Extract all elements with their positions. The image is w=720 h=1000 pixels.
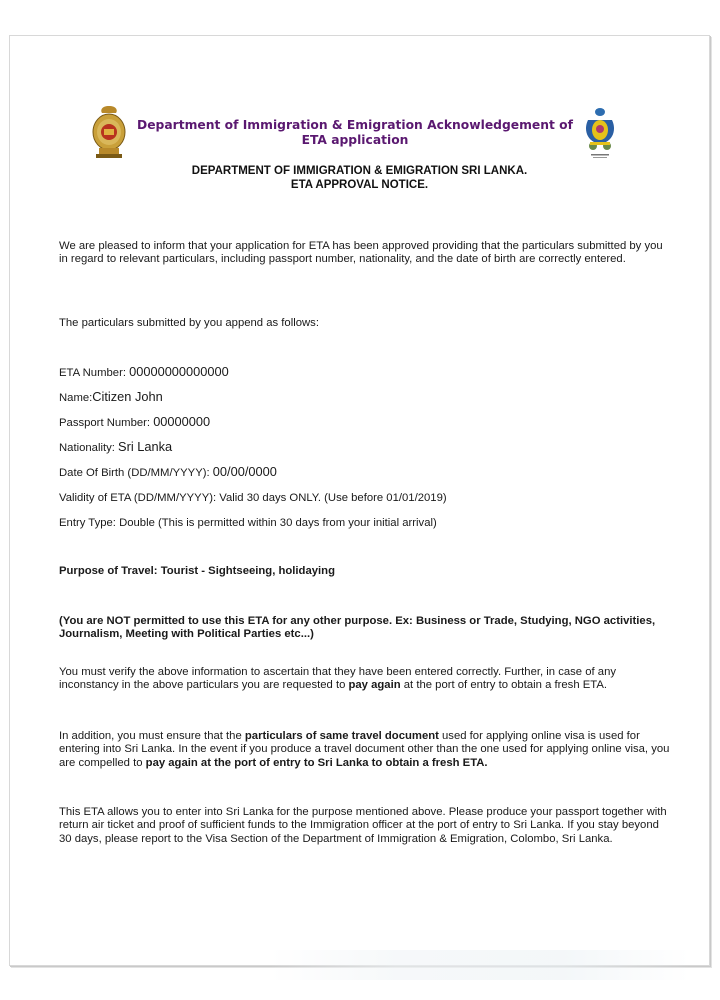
- immigration-department-emblem-icon: [582, 106, 618, 160]
- notice-heading: [10, 164, 709, 192]
- field-eta-number: [59, 365, 229, 380]
- field-value: Valid 30 days ONLY. (Use before 01/01/2019): [219, 492, 447, 504]
- addition-paragraph: [59, 730, 674, 770]
- intro-paragraph: We are pleased to inform that your application for ETA has been approved providing that the particulars submitted by you in regard to relevant particulars, including passport number, nationality, and the date of birth are correctly entered.: [59, 240, 663, 266]
- field-passport-number: [59, 415, 210, 430]
- addition-text-2: used for applying online visa is used for entering into Sri Lanka. In the event if you produce a travel document other than the one used for applying online visa, you are compelled to: [59, 730, 670, 769]
- document-header: [10, 104, 709, 164]
- verify-bold-1: pay again: [348, 679, 401, 692]
- verify-text-2: at the port of entry to obtain a fresh ETA.: [400, 679, 608, 692]
- heading-line-2: ETA APPROVAL NOTICE.: [290, 179, 429, 191]
- field-label: Entry Type:: [59, 517, 120, 529]
- document-title: Department of Immigration & Emigration Acknowledgement of ETA application: [137, 118, 573, 147]
- closing-paragraph: This ETA allows you to enter into Sri Lanka for the purpose mentioned above. Please produce your passport together with return air ticket and proof of sufficient funds to the Immigration officer at the port of entry to Sri Lanka. If you stay beyond 30 days, please report to the Visa Section of the Department of Immigration & Emigration, Colombo, Sri Lanka.: [59, 806, 667, 845]
- purpose-of-travel: Purpose of Travel: Tourist - Sightseeing, holidaying: [59, 565, 335, 577]
- field-entry-type: [59, 516, 437, 530]
- field-label: Passport Number:: [59, 417, 154, 429]
- field-value: 00/00/0000: [212, 464, 277, 479]
- field-label: ETA Number:: [59, 367, 130, 379]
- field-validity: [59, 491, 447, 505]
- field-label: Validity of ETA (DD/MM/YYYY):: [59, 492, 220, 504]
- addition-text-1: In addition, you must ensure that the: [59, 730, 245, 742]
- field-label: Nationality:: [59, 442, 119, 454]
- field-name: [59, 390, 163, 405]
- field-value: Citizen John: [92, 389, 163, 404]
- field-label: Name:: [59, 392, 93, 404]
- heading-line-1: DEPARTMENT OF IMMIGRATION & EMIGRATION SRI LANKA.: [191, 165, 528, 177]
- sri-lanka-emblem-icon: [90, 104, 128, 160]
- field-date-of-birth: [59, 465, 277, 480]
- field-value: 00000000000000: [129, 364, 229, 379]
- verify-text-1: You must verify the above information to ascertain that they have been entered correctly. Further, in case of any inconstancy in the above particulars you are requested to: [59, 666, 616, 692]
- footer-watermark: [270, 950, 690, 980]
- field-value: Double (This is permitted within 30 days from your initial arrival): [119, 517, 437, 529]
- field-value: 00000000: [153, 414, 211, 429]
- field-value: Sri Lanka: [118, 439, 173, 454]
- particulars-intro: The particulars submitted by you append as follows:: [59, 317, 319, 329]
- addition-bold-1: particulars of same travel document: [244, 730, 439, 742]
- addition-bold-2: pay again at the port of entry to Sri Lanka to obtain a fresh ETA.: [145, 756, 488, 769]
- verify-paragraph: [59, 666, 674, 693]
- field-label: Date Of Birth (DD/MM/YYYY):: [59, 467, 213, 479]
- field-nationality: [59, 440, 172, 455]
- restriction-notice: (You are NOT permitted to use this ETA for any other purpose. Ex: Business or Trade, Studying, NGO activities, Journalism, Meeting with Political Parties etc...): [59, 615, 656, 641]
- document-page: [9, 35, 710, 966]
